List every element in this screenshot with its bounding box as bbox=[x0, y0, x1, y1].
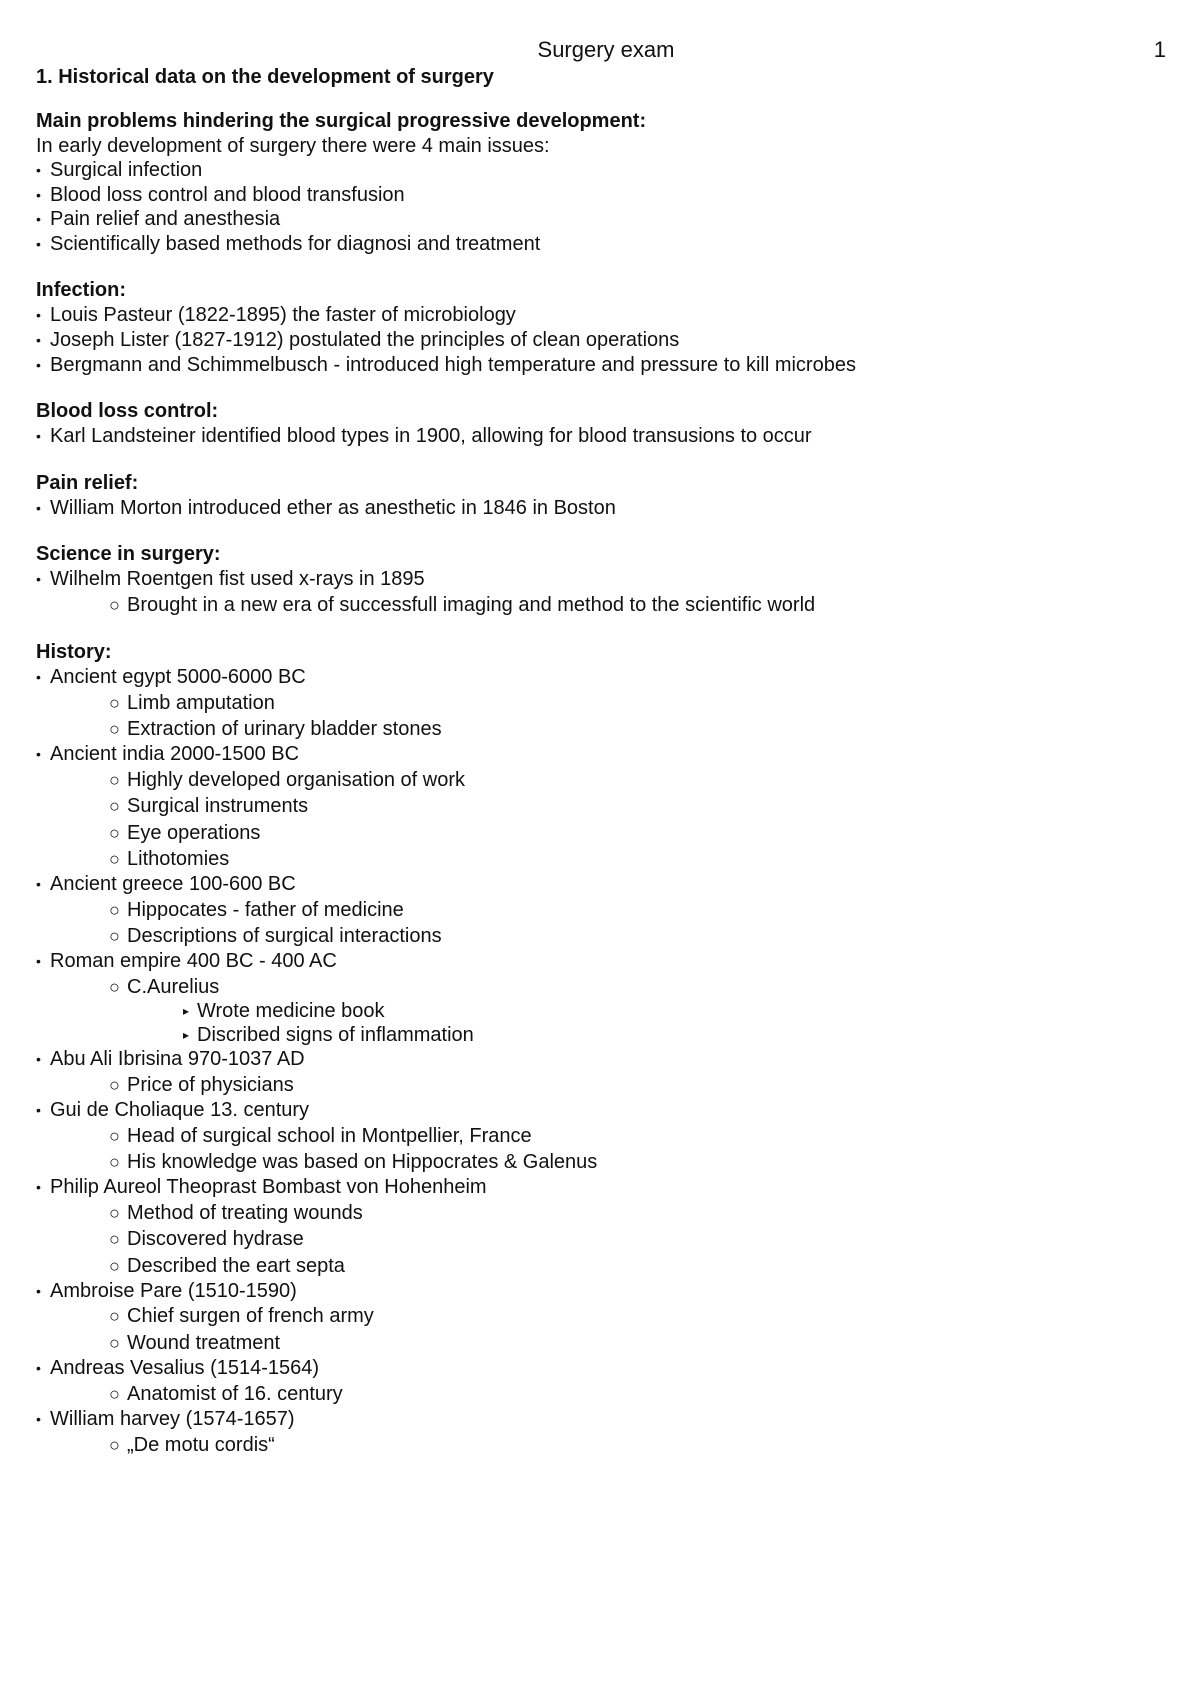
sub-bullet-list bbox=[36, 1381, 1176, 1407]
list-item: • Ancient greece 100-600 BC bbox=[36, 873, 296, 896]
bullet-list bbox=[36, 1047, 1176, 1072]
section-heading: Main problems hindering the surgical progressive development: bbox=[36, 110, 647, 132]
sub-list-item: ○ C.Aurelius bbox=[36, 974, 1176, 1000]
bullet-icon: • bbox=[36, 428, 41, 445]
circle-bullet-icon: ○ bbox=[109, 1074, 120, 1095]
list-item: • Ancient india 2000-1500 BC bbox=[36, 743, 300, 766]
section-heading: Science in surgery: bbox=[36, 543, 221, 566]
sub-list-item: ○ Hippocates - father of medicine bbox=[36, 897, 1176, 923]
sub-bullet-list bbox=[36, 1303, 1176, 1356]
circle-bullet-icon: ○ bbox=[109, 899, 120, 920]
list-item: • Joseph Lister (1827-1912) postulated the principles of clean operations bbox=[36, 328, 680, 351]
circle-bullet-icon: ○ bbox=[109, 719, 120, 740]
sub-list-item: ○ Discovered hydrase bbox=[36, 1226, 1176, 1252]
sub-sub-list-item: ▸ Discribed signs of inflammation bbox=[183, 1023, 474, 1046]
list-item: • Philip Aureol Theoprast Bombast von Hohenheim bbox=[36, 1176, 487, 1199]
bullet-list bbox=[36, 949, 1176, 974]
bullet-icon: • bbox=[36, 211, 41, 228]
bullet-list bbox=[36, 1407, 1176, 1432]
bullet-icon: • bbox=[36, 162, 41, 178]
section-intro: In early development of surgery there were 4 main issues: bbox=[36, 135, 550, 157]
circle-bullet-icon: ○ bbox=[109, 692, 120, 713]
circle-bullet-icon: ○ bbox=[109, 1125, 120, 1146]
bullet-icon: • bbox=[36, 235, 41, 252]
list-item: • Wilhelm Roentgen fist used x-rays in 1895 bbox=[36, 568, 425, 591]
bullet-icon: • bbox=[36, 331, 41, 348]
bullet-list bbox=[36, 567, 1176, 592]
bullet-icon: • bbox=[36, 953, 41, 970]
bullet-icon: • bbox=[36, 1102, 41, 1119]
bullet-icon: • bbox=[36, 571, 41, 588]
bullet-list bbox=[36, 1098, 1176, 1123]
section-pain-relief bbox=[36, 470, 1176, 521]
triangle-bullet-icon: ▸ bbox=[183, 1027, 190, 1042]
bullet-icon: • bbox=[36, 746, 41, 763]
sub-bullet-list bbox=[36, 767, 1176, 872]
list-item: • Scientifically based methods for diagnosi and treatment bbox=[36, 232, 541, 255]
list-item: • Andreas Vesalius (1514-1564) bbox=[36, 1357, 320, 1380]
section-heading: Infection: bbox=[36, 279, 126, 302]
bullet-icon: • bbox=[36, 1410, 41, 1427]
document-title: 1. Historical data on the development of surgery bbox=[36, 66, 494, 88]
list-item: • Blood loss control and blood transfusion bbox=[36, 183, 405, 206]
circle-bullet-icon: ○ bbox=[109, 796, 120, 817]
sub-list-item: ○ Chief surgen of french army bbox=[36, 1303, 1176, 1329]
bullet-icon: • bbox=[36, 1179, 41, 1196]
list-item: • Abu Ali Ibrisina 970-1037 AD bbox=[36, 1048, 305, 1071]
sub-list-item: ○ Highly developed organisation of work bbox=[36, 767, 1176, 793]
sub-list-item: ○ Wound treatment bbox=[36, 1330, 1176, 1356]
bullet-list bbox=[36, 496, 1176, 521]
bullet-list bbox=[36, 1356, 1176, 1381]
list-item: • Surgical infection bbox=[36, 159, 203, 181]
bullet-icon: • bbox=[36, 1051, 41, 1068]
sub-list-item: ○ Head of surgical school in Montpellier, France bbox=[36, 1123, 1176, 1149]
circle-bullet-icon: ○ bbox=[109, 770, 120, 791]
sub-list-item: ○ Limb amputation bbox=[36, 690, 1176, 716]
circle-bullet-icon: ○ bbox=[109, 1255, 120, 1276]
bullet-list bbox=[36, 1175, 1176, 1200]
section-infection bbox=[36, 277, 1176, 377]
list-item: • Ancient egypt 5000-6000 BC bbox=[36, 666, 306, 689]
bullet-icon: • bbox=[36, 1360, 41, 1377]
circle-bullet-icon: ○ bbox=[109, 1202, 120, 1223]
bullet-list bbox=[36, 742, 1176, 767]
list-item: • Gui de Choliaque 13. century bbox=[36, 1099, 310, 1122]
circle-bullet-icon: ○ bbox=[109, 1152, 120, 1173]
sub-list-item: ○ Brought in a new era of successfull imaging and method to the scientific world bbox=[36, 592, 1176, 618]
circle-bullet-icon: ○ bbox=[109, 1306, 120, 1327]
bullet-icon: • bbox=[36, 876, 41, 893]
bullet-icon: • bbox=[36, 669, 41, 686]
bullet-list bbox=[36, 303, 1176, 377]
bullet-icon: • bbox=[36, 499, 41, 516]
circle-bullet-icon: ○ bbox=[109, 822, 120, 843]
document-body bbox=[36, 62, 1176, 1458]
sub-list-item: ○ Price of physicians bbox=[36, 1072, 1176, 1098]
sub-list-item: ○ Extraction of urinary bladder stones bbox=[36, 716, 1176, 742]
sub-list-item: ○ Descriptions of surgical interactions bbox=[36, 923, 1176, 949]
page-number: 1 bbox=[1153, 37, 1166, 62]
list-item: • Louis Pasteur (1822-1895) the faster of microbiology bbox=[36, 304, 516, 327]
sub-list-item: ○ Eye operations bbox=[36, 820, 1176, 846]
circle-bullet-icon: ○ bbox=[109, 1383, 120, 1404]
sub-list-item: ○ Lithotomies bbox=[36, 846, 1176, 872]
section-heading: Pain relief: bbox=[36, 471, 139, 494]
list-item: • William Morton introduced ether as anesthetic in 1846 in Boston bbox=[36, 496, 616, 519]
bullet-icon: • bbox=[36, 356, 41, 373]
sub-bullet-list bbox=[36, 690, 1176, 743]
sub-bullet-list bbox=[36, 1072, 1176, 1098]
list-item: • Bergmann and Schimmelbusch - introduced high temperature and pressure to kill microbes bbox=[36, 353, 856, 376]
sub-list-item: ○ His knowledge was based on Hippocrates & Galenus bbox=[36, 1149, 1176, 1175]
sub-bullet-list bbox=[36, 897, 1176, 950]
sub-list-item: ○ Anatomist of 16. century bbox=[36, 1381, 1176, 1407]
sub-bullet-list bbox=[36, 1123, 1176, 1176]
circle-bullet-icon: ○ bbox=[109, 1332, 120, 1353]
sub-bullet-list bbox=[36, 592, 1176, 618]
sub-sub-bullet-list bbox=[36, 1000, 1176, 1047]
section-main-problems bbox=[36, 108, 1176, 256]
bullet-list bbox=[36, 158, 1176, 256]
bullet-list bbox=[36, 872, 1176, 897]
triangle-bullet-icon: ▸ bbox=[183, 1004, 190, 1019]
section-science bbox=[36, 541, 1176, 618]
section-heading: History: bbox=[36, 641, 112, 664]
bullet-icon: • bbox=[36, 307, 41, 324]
sub-list-item: ○ Method of treating wounds bbox=[36, 1200, 1176, 1226]
sub-list-item: ○ Described the eart septa bbox=[36, 1253, 1176, 1279]
sub-list-item: ○ Surgical instruments bbox=[36, 793, 1176, 819]
sub-bullet-list bbox=[36, 1432, 1176, 1458]
circle-bullet-icon: ○ bbox=[109, 594, 120, 615]
circle-bullet-icon: ○ bbox=[109, 1434, 120, 1455]
section-blood-loss bbox=[36, 398, 1176, 449]
bullet-icon: • bbox=[36, 186, 41, 203]
list-item: • Roman empire 400 BC - 400 AC bbox=[36, 950, 337, 973]
circle-bullet-icon: ○ bbox=[109, 1229, 120, 1250]
sub-sub-list-item: ▸ Wrote medicine book bbox=[183, 1000, 385, 1023]
bullet-list bbox=[36, 424, 1176, 449]
circle-bullet-icon: ○ bbox=[109, 848, 120, 869]
section-history bbox=[36, 639, 1176, 1458]
list-item: • Ambroise Pare (1510-1590) bbox=[36, 1279, 297, 1302]
page-header-title: Surgery exam bbox=[537, 37, 675, 62]
section-heading: Blood loss control: bbox=[36, 400, 219, 423]
bullet-icon: • bbox=[36, 1282, 41, 1299]
circle-bullet-icon: ○ bbox=[109, 926, 120, 947]
sub-bullet-list bbox=[36, 1200, 1176, 1279]
sub-bullet-list bbox=[36, 974, 1176, 1000]
list-item: • Karl Landsteiner identified blood types in 1900, allowing for blood transusions to occur bbox=[36, 425, 812, 448]
sub-list-item: ○ „De motu cordis“ bbox=[36, 1432, 1176, 1458]
list-item: • Pain relief and anesthesia bbox=[36, 208, 281, 231]
circle-bullet-icon: ○ bbox=[109, 976, 120, 997]
list-item: • William harvey (1574-1657) bbox=[36, 1407, 295, 1430]
bullet-list bbox=[36, 1279, 1176, 1304]
bullet-list bbox=[36, 665, 1176, 690]
